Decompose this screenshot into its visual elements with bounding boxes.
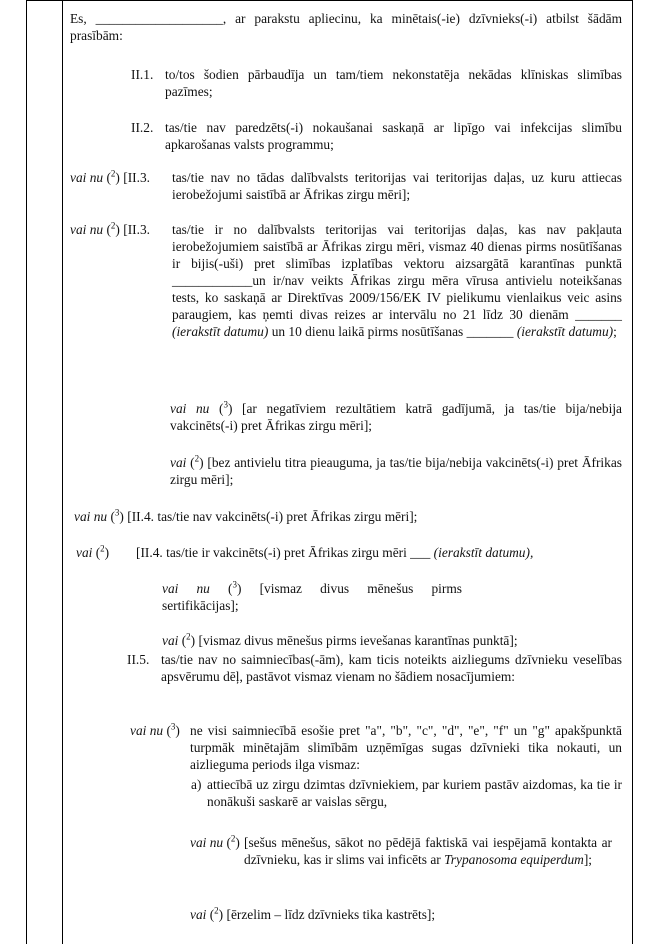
vai-nu-label: vai nu: [162, 581, 210, 596]
clause-ii2-label: II.2.: [131, 120, 154, 135]
item-a-sub2: vai ($^2$) [ērzelim – līdz dzīvnieks tika kastrēts];: [190, 905, 436, 922]
option-ii5-sub-prefix: vai nu ($^3$): [130, 721, 180, 738]
table-border-top: [26, 0, 633, 1]
option-ii4-b-prefix: vai ($^2$): [76, 543, 110, 560]
option-ii4-sub2: vai ($^2$) [vismaz divus mēnešus pirms ievešanas karantīnas punktā];: [162, 631, 518, 648]
option-ii4-a-text: tas/tie nav vakcinēts(-i) pret Āfrikas zirgu mēri];: [157, 509, 418, 524]
clause-ii1-text: to/tos šodien pārbaudīja un tam/tiem nekonstatēja nekādas klīniskas slimības pazīmes;: [165, 67, 622, 99]
clause-ii5-text: tas/tie nav no saimniecības(-ām), kam ticis noteikts aizliegums dzīvnieku veselības apsvērumu dēļ, pastāvot vismaz vienam no šādiem nosacījumiem:: [161, 652, 622, 684]
item-a-sub2-body: [ērzelim – līdz dzīvnieks tika kastrēts];: [226, 907, 436, 922]
vai-label: vai: [190, 907, 207, 922]
option-ii4-sub1-body: [vismaz divus mēnešus pirms sertifikācijas];: [162, 581, 462, 613]
table-border-right: [632, 0, 633, 944]
option-ii4-b-body: [136, 544, 622, 561]
option-ii3-b-text-1: tas/tie ir no dalībvalsts teritorijas vai teritorijas daļas, kas nav pakļauta ierobežojumiem saistībā ar Āfrikas zirgu mēri, vismaz 40 dienas pirms nosūtīšanas ir bijis(-uši) pret slimības izplatības vektoru aizsargātā karantīnas punktā ____________un ir/nav veikts Āfrikas zirgu mēra vīrusa antivielu noteikšanas tests, ko saskaņā ar Direktīvas 2009/156/EK IV pielikumu vienlaikus veic asins paraugiem, kas ņemti divas reizes ar intervālu no 21 līdz 30 dienām _______: [172, 222, 622, 322]
option-ii4-sub2-body: [vismaz divus mēnešus pirms ievešanas karantīnas punktā];: [198, 633, 518, 648]
option-ii4-b-text: tas/tie ir vakcinēts(-i) pret Āfrikas zirgu mēri ___: [166, 545, 431, 560]
option-ii3-b-prefix: vai nu ($^2$) [II.3.: [70, 220, 151, 237]
date-placeholder-1: (ierakstīt datumu): [172, 324, 269, 339]
intro-paragraph: Es, ___________________, ar parakstu apliecinu, ka minētais(-ie) dzīvnieks(-i) atbilst šādām prasībām:: [70, 11, 622, 43]
option-ii3-b-text-3: ;: [613, 324, 617, 339]
option-ii4-a: vai nu ($^3$) [II.4. tas/tie nav vakcinēts(-i) pret Āfrikas zirgu mēri];: [74, 507, 418, 524]
vai-nu-label: vai nu: [170, 401, 210, 416]
option-ii3-sub2-body: [bez antivielu titra pieauguma, ja tas/tie bija/nebija vakcinēts(-i) pret Āfrikas zirgu mēri];: [170, 455, 622, 487]
vai-nu-label: vai nu: [190, 835, 224, 850]
option-ii3-b-label: [II.3.: [123, 222, 151, 237]
species-name: Trypanosoma equiperdum: [444, 852, 584, 867]
option-ii3-a-label: [II.3.: [123, 170, 151, 185]
table-border-left: [26, 0, 27, 944]
option-ii3-a-prefix: vai nu ($^2$) [II.3.: [70, 168, 151, 185]
option-ii4-a-label: [II.4.: [127, 509, 155, 524]
footnote-ref: 3: [114, 507, 120, 518]
date-placeholder-3: (ierakstīt datumu),: [433, 545, 534, 560]
item-a-sub1-text: [244, 834, 612, 868]
date-placeholder-2: (ierakstīt datumu): [516, 324, 614, 339]
option-ii3-sub1-body: [ar negatīviem rezultātiem katrā gadījumā, ja tas/tie bija/nebija vakcinēts(-i) pret Āfrikas zirgu mēri];: [170, 401, 622, 433]
footnote-ref: 3: [223, 399, 228, 410]
item-a-sub1-prefix: vai nu ($^2$): [190, 833, 240, 850]
option-ii3-sub1-text: vai nu ($^3$) [ar negatīviem rezultātiem katrā gadījumā, ja tas/tie bija/nebija vakcinēts(-i) pret Āfrikas zirgu mēri];: [170, 399, 622, 433]
footnote-ref: 2: [186, 631, 191, 642]
footnote-ref: 2: [194, 453, 200, 464]
option-ii4-sub1-text: vai nu ($^3$) [vismaz divus mēnešus pirms sertifikācijas];: [162, 579, 462, 613]
clause-ii1-label: II.1.: [131, 67, 154, 82]
clause-ii5-label: II.5.: [127, 652, 150, 667]
vai-nu-label: vai nu: [74, 509, 108, 524]
footnote-ref: 2: [110, 220, 116, 231]
table-border-inner: [62, 0, 63, 944]
vai-label: vai: [162, 633, 179, 648]
item-a-text: attiecībā uz zirgu dzimtas dzīvniekiem, par kuriem pastāv aizdomas, ka tie ir nonākuši saskarē ar vaislas sērgu,: [207, 777, 622, 809]
footnote-ref: 2: [110, 168, 116, 179]
footnote-ref: 2: [230, 833, 236, 844]
option-ii3-a-text: tas/tie nav no tādas dalībvalsts teritorijas vai teritorijas daļas, uz kuru attiecas ierobežojumi saistībā ar Āfrikas zirgu mēri];: [172, 170, 622, 202]
option-ii5-sub-text: ne visi saimniecībā esošie pret "a", "b", "c", "d", "e", "f" un "g" apakšpunktā turpmāk minētajām slimībām uzņēmīgas sugas dzīvnieki tika nokauti, un aizlieguma periods ilga vismaz:: [190, 723, 622, 772]
footnote-ref: 3: [170, 721, 176, 732]
vai-label: vai: [76, 545, 93, 560]
item-a-sub1-body-2: ];: [583, 852, 593, 867]
item-a-sub1-body-1: [sešus mēnešus, sākot no pēdējā faktiskā vai iespējamā kontakta ar dzīvnieku, kas ir slims vai inficēts ar: [244, 835, 612, 867]
option-ii4-b-label: [II.4.: [136, 545, 163, 560]
footnote-ref: 2: [100, 543, 105, 554]
vai-nu-label: vai nu: [130, 723, 164, 738]
option-ii3-b-text: [172, 221, 622, 340]
item-a-label: a): [191, 777, 202, 792]
footnote-ref: 2: [214, 905, 219, 916]
option-ii3-b-text-2: un 10 dienu laikā pirms nosūtīšanas _______: [271, 324, 514, 339]
vai-nu-label: vai nu: [70, 222, 104, 237]
option-ii3-sub2-text: vai ($^2$) [bez antivielu titra pieauguma, ja tas/tie bija/nebija vakcinēts(-i) pret Āfrikas zirgu mēri];: [170, 453, 622, 487]
clause-ii2-text: tas/tie nav paredzēts(-i) nokaušanai saskaņā ar lipīgo vai infekcijas slimību apkarošanas valsts programmu;: [165, 120, 622, 152]
vai-label: vai: [170, 455, 187, 470]
vai-nu-label: vai nu: [70, 170, 104, 185]
footnote-ref: 3: [232, 579, 237, 590]
